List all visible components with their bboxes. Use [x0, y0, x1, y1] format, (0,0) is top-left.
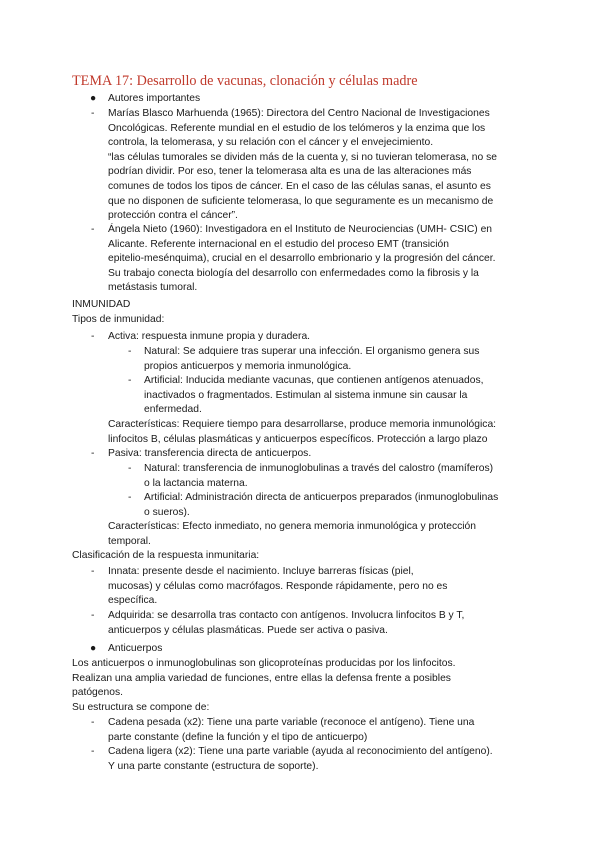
text-line: inactivados o fragmentados. Estimulan al sistema inmune sin causar la	[144, 389, 468, 401]
text-line: Oncológicas. Referente mundial en el estudio de los telómeros y la enzima que los	[108, 122, 486, 134]
active-features	[108, 418, 496, 447]
dash-icon: -	[91, 717, 95, 728]
text-line: Los anticuerpos o inmunoglobulinas son glicoproteínas producidas por los linfocitos.	[72, 658, 456, 669]
text-line: Artificial: Inducida mediante vacunas, que contienen antígenos atenuados,	[144, 375, 484, 386]
text-line: Natural: transferencia de inmunoglobulinas a través del calostro (mamíferos)	[144, 463, 494, 474]
active-artificial	[144, 374, 483, 418]
text-line: Características: Requiere tiempo para desarrollarse, produce memoria inmunológica:	[108, 419, 497, 430]
passive-features	[108, 520, 476, 549]
light-chain	[108, 745, 493, 774]
text-line: Artificial: Administración directa de anticuerpos preparados (inmunoglobulinas	[144, 492, 499, 503]
text-line: enfermedad.	[144, 404, 202, 416]
text-line: Adquirida: se desarrolla tras contacto con antígenos. Involucra linfocitos B y T,	[108, 610, 465, 621]
heavy-chain	[108, 716, 474, 745]
author-blasco	[108, 107, 497, 224]
innate-response	[108, 565, 447, 609]
text-line: comunes de todos los tipos de cáncer. En el caso de las células sanas, el asunto es	[108, 180, 491, 192]
dash-icon: -	[91, 331, 95, 342]
subheading-structure: Su estructura se compone de:	[72, 702, 210, 713]
dash-icon: -	[91, 566, 95, 577]
dash-icon: -	[91, 224, 95, 235]
dash-icon: -	[128, 463, 132, 474]
text-line: metástasis tumoral.	[108, 282, 198, 294]
passive-natural	[144, 462, 493, 491]
text-line: patógenos.	[72, 687, 123, 699]
antibodies-intro	[72, 657, 456, 701]
page-title: TEMA 17: Desarrollo de vacunas, clonación y células madre	[72, 73, 418, 89]
text-line: Ángela Nieto (1960): Investigadora en el Instituto de Neurociencias (UMH- CSIC) en	[108, 224, 493, 235]
text-line: Cadena ligera (x2): Tiene una parte variable (ayuda al reconocimiento del antígeno).	[108, 746, 493, 757]
text-line: Innata: presente desde el nacimiento. Incluye barreras físicas (piel,	[108, 566, 414, 577]
dash-icon: -	[91, 610, 95, 621]
text-line: “las células tumorales se dividen más de la cuenta y, si no tuvieran telomerasa, no se	[108, 151, 497, 163]
dash-icon: -	[128, 492, 132, 503]
text-line: Marías Blasco Marhuenda (1965): Directora del Centro Nacional de Investigaciones	[108, 108, 490, 119]
immunity-active: Activa: respuesta inmune propia y duradera.	[108, 331, 311, 342]
text-line: anticuerpos y células plasmáticas. Puede ser activa o pasiva.	[108, 624, 388, 636]
text-line: epitelio-mesénquima), crucial en el desarrollo embrionario y la progresión del cáncer.	[108, 253, 496, 265]
dash-icon: -	[128, 346, 132, 357]
immunity-passive: Pasiva: transferencia directa de anticuerpos.	[108, 448, 312, 459]
subheading-classification: Clasificación de la respuesta inmunitaria:	[72, 550, 260, 561]
text-line: específica.	[108, 595, 158, 607]
text-line: o sueros).	[144, 506, 190, 518]
text-line: controla, la telomerasa, y su relación con el cáncer y el envejecimiento.	[108, 137, 434, 149]
text-line: propios anticuerpos y memoria inmunológica.	[144, 360, 352, 372]
dash-icon: -	[91, 108, 95, 119]
text-line: Características: Efecto inmediato, no genera memoria inmunológica y protección	[108, 521, 477, 532]
section-heading-authors: Autores importantes	[108, 93, 201, 104]
text-line: Alicante. Referente internacional en el estudio del proceso EMT (transición	[108, 238, 449, 250]
text-line: mucosas) y células como macrófagos. Responde rápidamente, pero no es	[108, 580, 448, 592]
subheading-types: Tipos de inmunidad:	[72, 314, 165, 325]
text-line: temporal.	[108, 535, 151, 547]
text-line: linfocitos B, células plasmáticas y anticuerpos específicos. Protección a largo plazo	[108, 433, 488, 445]
text-line: Su trabajo conecta biología del desarrollo con enfermedades como la fibrosis y la	[108, 267, 479, 279]
dash-icon: -	[91, 448, 95, 459]
text-line: podrían dividir. Por eso, tener la telomerasa alta es una de las alteraciones más	[108, 166, 472, 178]
text-line: parte constante (define la función y el tipo de anticuerpo)	[108, 731, 368, 743]
dash-icon: -	[128, 375, 132, 386]
text-line: que no disponen de suficiente telomerasa, lo que seguramente es un mecanismo de	[108, 195, 494, 207]
text-line: Natural: Se adquiere tras superar una infección. El organismo genera sus	[144, 346, 480, 357]
author-nieto	[108, 223, 495, 296]
text-line: Cadena pesada (x2): Tiene una parte variable (reconoce el antígeno). Tiene una	[108, 717, 475, 728]
active-natural	[144, 345, 479, 374]
acquired-response	[108, 609, 464, 638]
dash-icon: -	[91, 746, 95, 757]
text-line: Y una parte constante (estructura de soporte).	[108, 760, 319, 772]
section-heading-antibodies: Anticuerpos	[108, 643, 163, 654]
text-line: protección contra el cáncer”.	[108, 210, 238, 222]
text-line: o la lactancia materna.	[144, 477, 248, 489]
section-heading-immunity: INMUNIDAD	[72, 299, 131, 310]
bullet-icon: ●	[90, 93, 97, 104]
passive-artificial	[144, 491, 498, 520]
text-line: Realizan una amplia variedad de funciones, entre ellas la defensa frente a posibles	[72, 672, 451, 684]
bullet-icon: ●	[90, 643, 97, 654]
